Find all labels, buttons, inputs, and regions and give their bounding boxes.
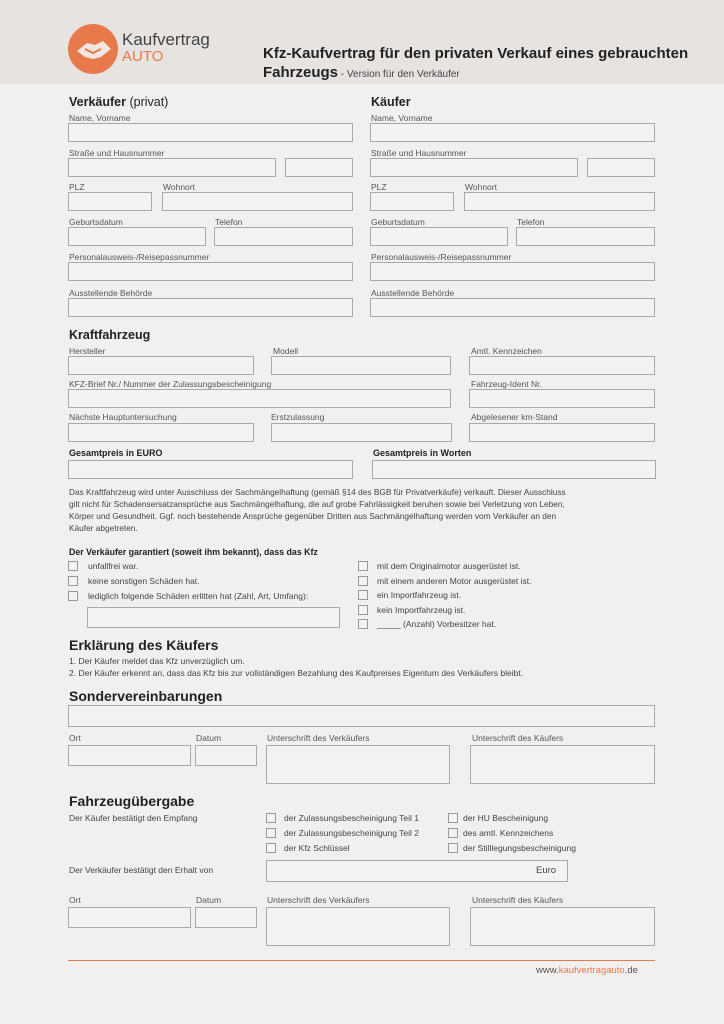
- handover-sig-seller-label: Unterschrift des Verkäufers: [267, 895, 370, 905]
- buyer-declaration-line: 2. Der Käufer erkennt an, dass das Kfz bis zur vollständigen Bezahlung des Kaufpreises Eigentum des Verkäufers bleibt.: [69, 668, 524, 678]
- seller-id-field[interactable]: [68, 262, 353, 281]
- buyer-street-label: Straße und Hausnummer: [371, 148, 467, 158]
- handover-date-field[interactable]: [195, 907, 257, 928]
- disclaimer-line: Körper und Gesundheit. Ggf. noch bestehende Ansprüche gegenüber Dritten aus Sachmängelhaftung werden vom Verkäufer an den: [69, 511, 557, 521]
- guarantee-checkbox-import[interactable]: [358, 590, 368, 600]
- vehicle-plate-field[interactable]: [469, 356, 655, 375]
- guarantee-option-label: mit einem anderen Motor ausgerüstet ist.: [377, 576, 532, 586]
- handover-checkbox-zb2[interactable]: [266, 828, 276, 838]
- footer-url[interactable]: www.kaufvertragauto.de: [536, 965, 638, 976]
- guarantee-checkbox-other-engine[interactable]: [358, 576, 368, 586]
- guarantee-checkbox-damage[interactable]: [68, 591, 78, 601]
- guarantee-checkbox-no-damage[interactable]: [68, 576, 78, 586]
- disclaimer-line: Käufer abgetreten.: [69, 523, 138, 533]
- vehicle-regdoc-field[interactable]: [68, 389, 451, 408]
- seller-plz-label: PLZ: [69, 182, 85, 192]
- special-sig-seller-label: Unterschrift des Verkäufers: [267, 733, 370, 743]
- buyer-birth-field[interactable]: [370, 227, 508, 246]
- page-title: Kfz-Kaufvertrag für den privaten Verkauf eines gebrauchten: [263, 45, 689, 62]
- special-sig-buyer-field[interactable]: [470, 745, 655, 784]
- special-place-label: Ort: [69, 733, 81, 743]
- handover-checkbox-keys[interactable]: [266, 843, 276, 853]
- seller-id-label: Personalausweis-/Reisepassnummer: [69, 252, 210, 262]
- vehicle-inspection-field[interactable]: [68, 423, 254, 442]
- handover-item-label: der Kfz Schlüssel: [284, 843, 350, 853]
- seller-name-field[interactable]: [68, 123, 353, 142]
- buyer-housenumber-field[interactable]: [587, 158, 655, 177]
- damage-description-field[interactable]: [87, 607, 340, 628]
- guarantee-option-label: unfallfrei war.: [88, 561, 139, 571]
- guarantee-checkbox-original-engine[interactable]: [358, 561, 368, 571]
- guarantee-checkbox-prev-owners[interactable]: [358, 619, 368, 629]
- seller-phone-field[interactable]: [214, 227, 353, 246]
- vehicle-mileage-label: Abgelesener km-Stand: [471, 412, 558, 422]
- vehicle-plate-label: Amtl. Kennzeichen: [471, 346, 542, 356]
- page-subtitle: - Version für den Verkäufer: [338, 69, 460, 80]
- buyer-authority-field[interactable]: [370, 298, 655, 317]
- price-euro-label: Gesamtpreis in EURO: [69, 448, 163, 458]
- seller-heading: Verkäufer (privat): [69, 95, 169, 109]
- special-sig-seller-field[interactable]: [266, 745, 450, 784]
- buyer-city-field[interactable]: [464, 192, 655, 211]
- guarantee-option-label: mit dem Originalmotor ausgerüstet ist.: [377, 561, 521, 571]
- page-title-word: Fahrzeugs: [263, 64, 339, 81]
- guarantee-option-label: _____ (Anzahl) Vorbesitzer hat.: [377, 619, 497, 629]
- vehicle-heading: Kraftfahrzeug: [69, 328, 151, 342]
- vehicle-regdoc-label: KFZ-Brief Nr./ Nummer der Zulassungsbescheinigung: [69, 379, 272, 389]
- seller-phone-label: Telefon: [215, 217, 243, 227]
- buyer-declaration-line: 1. Der Käufer meldet das Kfz unverzüglich um.: [69, 656, 245, 666]
- buyer-plz-label: PLZ: [371, 182, 387, 192]
- disclaimer-line: Das Kraftfahrzeug wird unter Ausschluss der Sachmängelhaftung (gemäß §14 des BGB für Privatverkäufe) verkauft. Dieser Ausschluss: [69, 487, 566, 497]
- vehicle-inspection-label: Nächste Hauptuntersuchung: [69, 412, 177, 422]
- handover-sig-buyer-label: Unterschrift des Käufers: [472, 895, 564, 905]
- buyer-id-field[interactable]: [370, 262, 655, 281]
- guarantee-checkbox-accident-free[interactable]: [68, 561, 78, 571]
- handover-item-label: der Zulassungsbescheinigung Teil 1: [284, 813, 419, 823]
- special-place-field[interactable]: [68, 745, 191, 766]
- seller-street-label: Straße und Hausnummer: [69, 148, 165, 158]
- buyer-phone-label: Telefon: [517, 217, 545, 227]
- guarantee-option-label: keine sonstigen Schäden hat.: [88, 576, 200, 586]
- handover-checkbox-plate[interactable]: [448, 828, 458, 838]
- vehicle-vin-field[interactable]: [469, 389, 655, 408]
- vehicle-firstreg-label: Erstzulassung: [271, 412, 325, 422]
- handover-place-label: Ort: [69, 895, 81, 905]
- guarantee-checkbox-no-import[interactable]: [358, 605, 368, 615]
- handover-item-label: des amtl. Kennzeichens: [463, 828, 554, 838]
- special-date-label: Datum: [196, 733, 222, 743]
- handover-checkbox-hu[interactable]: [448, 813, 458, 823]
- buyer-street-field[interactable]: [370, 158, 578, 177]
- handover-heading: Fahrzeugübergabe: [69, 793, 195, 809]
- disclaimer-line: gilt nicht für Schadensersatzansprüche aus Sachmängelhaftung, die auf grobe Fahrlässigkeit beruhen sowie bei Verletzung von Leben,: [69, 499, 565, 509]
- handover-item-label: der Zulassungsbescheinigung Teil 2: [284, 828, 419, 838]
- guarantee-heading: Der Verkäufer garantiert (soweit ihm bekannt), dass das Kfz: [69, 547, 318, 557]
- guarantee-option-label: kein Importfahrzeug ist.: [377, 605, 466, 615]
- guarantee-option-label: ein Importfahrzeug ist.: [377, 590, 462, 600]
- vehicle-model-field[interactable]: [271, 356, 451, 375]
- vehicle-model-label: Modell: [273, 346, 299, 356]
- seller-name-label: Name, Vorname: [69, 113, 131, 123]
- page-title-line2: [263, 64, 460, 82]
- buyer-city-label: Wohnort: [465, 182, 497, 192]
- buyer-name-label: Name, Vorname: [371, 113, 433, 123]
- logo-icon: [67, 23, 119, 75]
- buyer-id-label: Personalausweis-/Reisepassnummer: [371, 252, 512, 262]
- buyer-declaration-heading: Erklärung des Käufers: [69, 637, 219, 653]
- handover-amount-label: Der Verkäufer bestätigt den Erhalt von: [69, 865, 214, 875]
- disclaimer-text: [69, 486, 669, 534]
- buyer-phone-field[interactable]: [516, 227, 655, 246]
- currency-label: Euro: [536, 865, 557, 876]
- handover-date-label: Datum: [196, 895, 222, 905]
- seller-housenumber-field[interactable]: [285, 158, 353, 177]
- footer-divider: [68, 960, 655, 961]
- special-sig-buyer-label: Unterschrift des Käufers: [472, 733, 564, 743]
- seller-city-field[interactable]: [162, 192, 353, 211]
- handover-item-label: der HU Bescheinigung: [463, 813, 549, 823]
- handover-sig-seller-field[interactable]: [266, 907, 450, 946]
- seller-city-label: Wohnort: [163, 182, 195, 192]
- seller-birth-field[interactable]: [68, 227, 206, 246]
- handover-item-label: der Stilllegungsbescheinigung: [463, 843, 576, 853]
- seller-plz-field[interactable]: [68, 192, 152, 211]
- seller-birth-label: Geburtsdatum: [69, 217, 123, 227]
- brand-name-bottom: AUTO: [122, 48, 164, 65]
- handover-checkbox-deregistration[interactable]: [448, 843, 458, 853]
- handover-receipt-label: Der Käufer bestätigt den Empfang: [69, 813, 198, 823]
- handover-place-field[interactable]: [68, 907, 191, 928]
- vehicle-maker-label: Hersteller: [69, 346, 106, 356]
- price-euro-field[interactable]: [68, 460, 353, 479]
- vehicle-firstreg-field[interactable]: [271, 423, 452, 442]
- special-agreements-field[interactable]: [68, 705, 655, 727]
- guarantee-option-label: lediglich folgende Schäden erlitten hat (Zahl, Art, Umfang):: [88, 591, 309, 601]
- buyer-birth-label: Geburtsdatum: [371, 217, 425, 227]
- vehicle-vin-label: Fahrzeug-Ident Nr.: [471, 379, 542, 389]
- seller-authority-label: Ausstellende Behörde: [69, 288, 153, 298]
- buyer-authority-label: Ausstellende Behörde: [371, 288, 455, 298]
- handover-sig-buyer-field[interactable]: [470, 907, 655, 946]
- seller-authority-field[interactable]: [68, 298, 353, 317]
- price-words-field[interactable]: [372, 460, 656, 479]
- brand-name-top: Kaufvertrag: [122, 30, 210, 49]
- buyer-plz-field[interactable]: [370, 192, 454, 211]
- buyer-name-field[interactable]: [370, 123, 655, 142]
- seller-street-field[interactable]: [68, 158, 276, 177]
- price-words-label: Gesamtpreis in Worten: [373, 448, 472, 458]
- vehicle-mileage-field[interactable]: [469, 423, 655, 442]
- special-date-field[interactable]: [195, 745, 257, 766]
- special-agreements-heading: Sondervereinbarungen: [69, 688, 223, 704]
- vehicle-maker-field[interactable]: [68, 356, 254, 375]
- handover-amount-field[interactable]: [266, 860, 568, 882]
- buyer-heading: Käufer: [371, 95, 411, 109]
- handover-checkbox-zb1[interactable]: [266, 813, 276, 823]
